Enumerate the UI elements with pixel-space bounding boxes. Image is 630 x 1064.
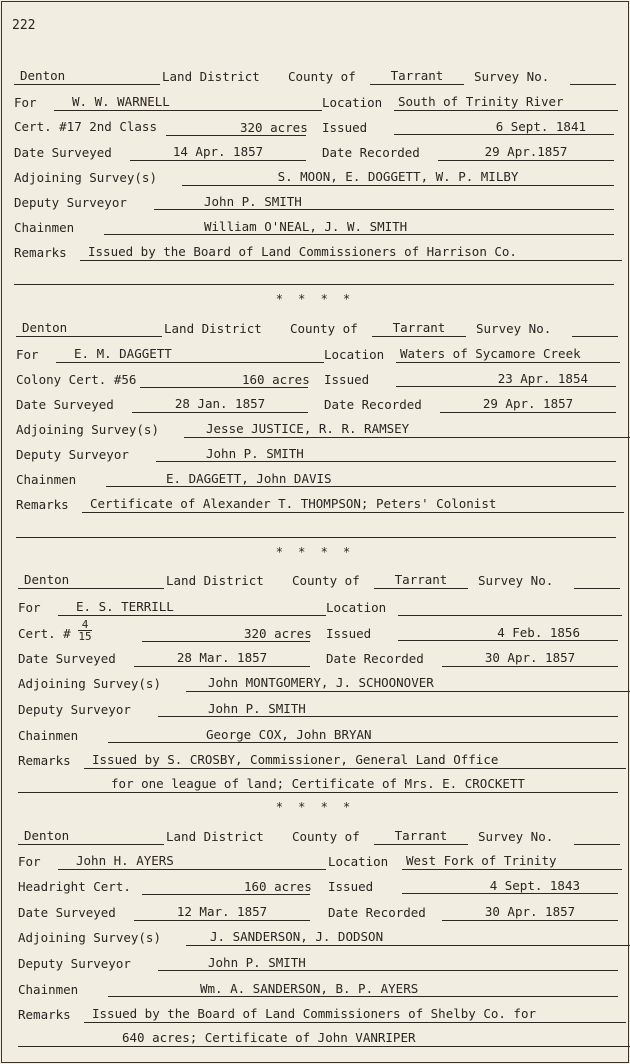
date-surveyed-label: Date Surveyed: [14, 145, 112, 160]
survey-no-label: Survey No.: [474, 69, 550, 84]
remarks-row: [18, 1006, 624, 1026]
remarks-row-2: [18, 776, 624, 796]
acres-value: 160 acres: [244, 879, 312, 894]
adjoining-label: Adjoining Survey(s): [18, 676, 161, 691]
survey-no-value: [570, 68, 616, 85]
date-surveyed-label: Date Surveyed: [18, 905, 116, 920]
location-label: Location: [328, 854, 389, 869]
date-surveyed-label: Date Surveyed: [18, 651, 116, 666]
adjoining-row: [14, 169, 620, 189]
for-row: [18, 599, 624, 619]
dates-row: [14, 144, 620, 164]
district-row: [18, 572, 624, 592]
county-value: Tarrant: [374, 572, 468, 589]
district-value: Denton: [16, 320, 162, 337]
deputy-row: [14, 194, 620, 214]
location-value: [398, 599, 622, 616]
adjoining-value: Jesse JUSTICE, R. R. RAMSEY: [184, 421, 630, 438]
deputy-row: [18, 955, 624, 975]
remarks-row-2: [16, 521, 622, 541]
adjoining-row: [18, 675, 624, 695]
remarks-value-2: [14, 268, 614, 285]
entry-separator: * * * *: [275, 292, 355, 306]
issued-label: Issued: [326, 626, 372, 641]
chainmen-row: [14, 219, 620, 239]
date-recorded-label: Date Recorded: [326, 651, 424, 666]
acres-value: 320 acres: [240, 120, 308, 135]
county-of-label: County of: [292, 829, 360, 844]
for-label: For: [14, 95, 37, 110]
district-row: [16, 320, 622, 340]
land-district-label: Land District: [166, 573, 264, 588]
remarks-label: Remarks: [18, 753, 71, 768]
date-surveyed-value: 14 Apr. 1857: [130, 144, 306, 161]
for-value: E. M. DAGGETT: [56, 346, 324, 363]
remarks-label: Remarks: [18, 1007, 71, 1022]
cert-row: [16, 371, 622, 391]
survey-no-value: [572, 320, 618, 337]
deputy-row: [18, 701, 624, 721]
issued-value: 4 Sept. 1843: [402, 878, 618, 894]
for-value: W. W. WARNELL: [54, 94, 322, 111]
issued-label: Issued: [328, 879, 374, 894]
adjoining-value: John MONTGOMERY, J. SCHOONOVER: [186, 675, 630, 692]
chainmen-row: [18, 981, 624, 1001]
cert-denominator: 15: [78, 630, 92, 643]
for-row: [18, 853, 624, 873]
issued-label: Issued: [322, 120, 368, 135]
chainmen-value: E. DAGGETT, John DAVIS: [106, 471, 616, 487]
deputy-value: John P. SMITH: [158, 701, 618, 717]
date-recorded-value: 29 Apr.1857: [438, 144, 614, 161]
remarks-value-2: [16, 521, 616, 538]
cert-value: Headright Cert.: [18, 879, 131, 894]
date-recorded-value: 29 Apr. 1857: [440, 396, 616, 413]
remarks-row: [14, 244, 620, 264]
deputy-value: John P. SMITH: [154, 194, 614, 210]
adjoining-label: Adjoining Survey(s): [16, 422, 159, 437]
for-row: [14, 94, 620, 114]
deputy-label: Deputy Surveyor: [18, 956, 131, 971]
cert-fraction: [78, 619, 92, 642]
remarks-label: Remarks: [16, 497, 69, 512]
date-surveyed-value: 12 Mar. 1857: [134, 904, 310, 921]
chainmen-value: William O'NEAL, J. W. SMITH: [104, 219, 614, 235]
adjoining-label: Adjoining Survey(s): [18, 930, 161, 945]
adjoining-row: [18, 929, 624, 949]
land-district-label: Land District: [164, 321, 262, 336]
district-row: [14, 68, 620, 88]
date-recorded-label: Date Recorded: [324, 397, 422, 412]
survey-no-value: [574, 572, 620, 589]
deputy-label: Deputy Surveyor: [14, 195, 127, 210]
chainmen-value: Wm. A. SANDERSON, B. P. AYERS: [108, 981, 618, 997]
acres-value: 160 acres: [242, 372, 310, 387]
dates-row: [18, 904, 624, 924]
for-label: For: [16, 347, 39, 362]
remarks-label: Remarks: [14, 245, 67, 260]
county-value: Tarrant: [370, 68, 464, 85]
location-value: Waters of Sycamore Creek: [396, 346, 620, 363]
county-of-label: County of: [290, 321, 358, 336]
date-recorded-label: Date Recorded: [328, 905, 426, 920]
entry-separator: * * * *: [275, 545, 355, 559]
for-value: John H. AYERS: [58, 853, 326, 870]
chainmen-label: Chainmen: [18, 728, 79, 743]
cert-row: [14, 119, 620, 139]
county-of-label: County of: [292, 573, 360, 588]
cert-row: [18, 618, 624, 651]
location-value: West Fork of Trinity: [402, 853, 622, 870]
county-value: Tarrant: [372, 320, 466, 337]
land-district-label: Land District: [166, 829, 264, 844]
adjoining-label: Adjoining Survey(s): [14, 170, 157, 185]
adjoining-value: S. MOON, E. DOGGETT, W. P. MILBY: [182, 169, 614, 186]
survey-no-label: Survey No.: [478, 829, 554, 844]
dates-row: [16, 396, 622, 416]
for-value: E. S. TERRILL: [58, 599, 326, 616]
chainmen-label: Chainmen: [16, 472, 77, 487]
deputy-row: [16, 446, 622, 466]
location-value: South of Trinity River: [394, 94, 618, 111]
cert-label: Cert. #: [18, 626, 71, 641]
land-district-label: Land District: [162, 69, 260, 84]
survey-no-label: Survey No.: [476, 321, 552, 336]
location-label: Location: [324, 347, 385, 362]
deputy-label: Deputy Surveyor: [16, 447, 129, 462]
remarks-value-1: Issued by the Board of Land Commissioners of Harrison Co.: [80, 244, 622, 261]
location-label: Location: [322, 95, 383, 110]
adjoining-value: J. SANDERSON, J. DODSON: [186, 929, 630, 946]
district-row: [18, 828, 624, 848]
remarks-row: [18, 752, 624, 772]
remarks-value-1: Issued by the Board of Land Commissioners of Shelby Co. for: [84, 1006, 626, 1023]
date-surveyed-value: 28 Mar. 1857: [134, 650, 310, 667]
chainmen-label: Chainmen: [18, 982, 79, 997]
issued-label: Issued: [324, 372, 370, 387]
adjoining-row: [16, 421, 622, 441]
county-of-label: County of: [288, 69, 356, 84]
date-recorded-label: Date Recorded: [322, 145, 420, 160]
location-label: Location: [326, 600, 387, 615]
chainmen-row: [16, 471, 622, 491]
issued-value: 4 Feb. 1856: [398, 625, 618, 641]
for-label: For: [18, 600, 41, 615]
date-recorded-value: 30 Apr. 1857: [442, 904, 618, 921]
date-surveyed-value: 28 Jan. 1857: [132, 396, 308, 413]
entry-separator: * * * *: [275, 800, 355, 814]
survey-no-label: Survey No.: [478, 573, 554, 588]
cert-row: [18, 878, 624, 898]
remarks-value-2: for one league of land; Certificate of Mrs. E. CROCKETT: [18, 776, 618, 793]
survey-no-value: [574, 828, 620, 845]
issued-value: 6 Sept. 1841: [394, 119, 614, 135]
deputy-label: Deputy Surveyor: [18, 702, 131, 717]
chainmen-label: Chainmen: [14, 220, 75, 235]
cert-value: Colony Cert. #56: [16, 372, 137, 387]
dates-row: [18, 650, 624, 670]
remarks-row-2: [18, 1030, 624, 1050]
issued-value: 23 Apr. 1854: [396, 371, 616, 387]
deputy-value: John P. SMITH: [156, 446, 616, 462]
for-row: [16, 346, 622, 366]
remarks-row-2: [14, 268, 620, 288]
remarks-row: [16, 496, 622, 516]
district-value: Denton: [18, 572, 164, 589]
date-recorded-value: 30 Apr. 1857: [442, 650, 618, 667]
cert-value: Cert. #17 2nd Class: [14, 119, 157, 134]
remarks-value-2: 640 acres; Certificate of John VANRIPER: [18, 1030, 630, 1047]
chainmen-value: George COX, John BRYAN: [108, 727, 618, 743]
page-number: 222: [12, 18, 36, 33]
chainmen-row: [18, 727, 624, 747]
remarks-value-1: Certificate of Alexander T. THOMPSON; Peters' Colonist: [82, 496, 624, 513]
remarks-value-1: Issued by S. CROSBY, Commissioner, General Land Office: [84, 752, 626, 769]
acres-value: 320 acres: [244, 626, 312, 641]
date-surveyed-label: Date Surveyed: [16, 397, 114, 412]
district-value: Denton: [14, 68, 160, 85]
cert-numerator: 4: [81, 618, 89, 631]
county-value: Tarrant: [374, 828, 468, 845]
deputy-value: John P. SMITH: [158, 955, 618, 971]
district-value: Denton: [18, 828, 164, 845]
for-label: For: [18, 854, 41, 869]
